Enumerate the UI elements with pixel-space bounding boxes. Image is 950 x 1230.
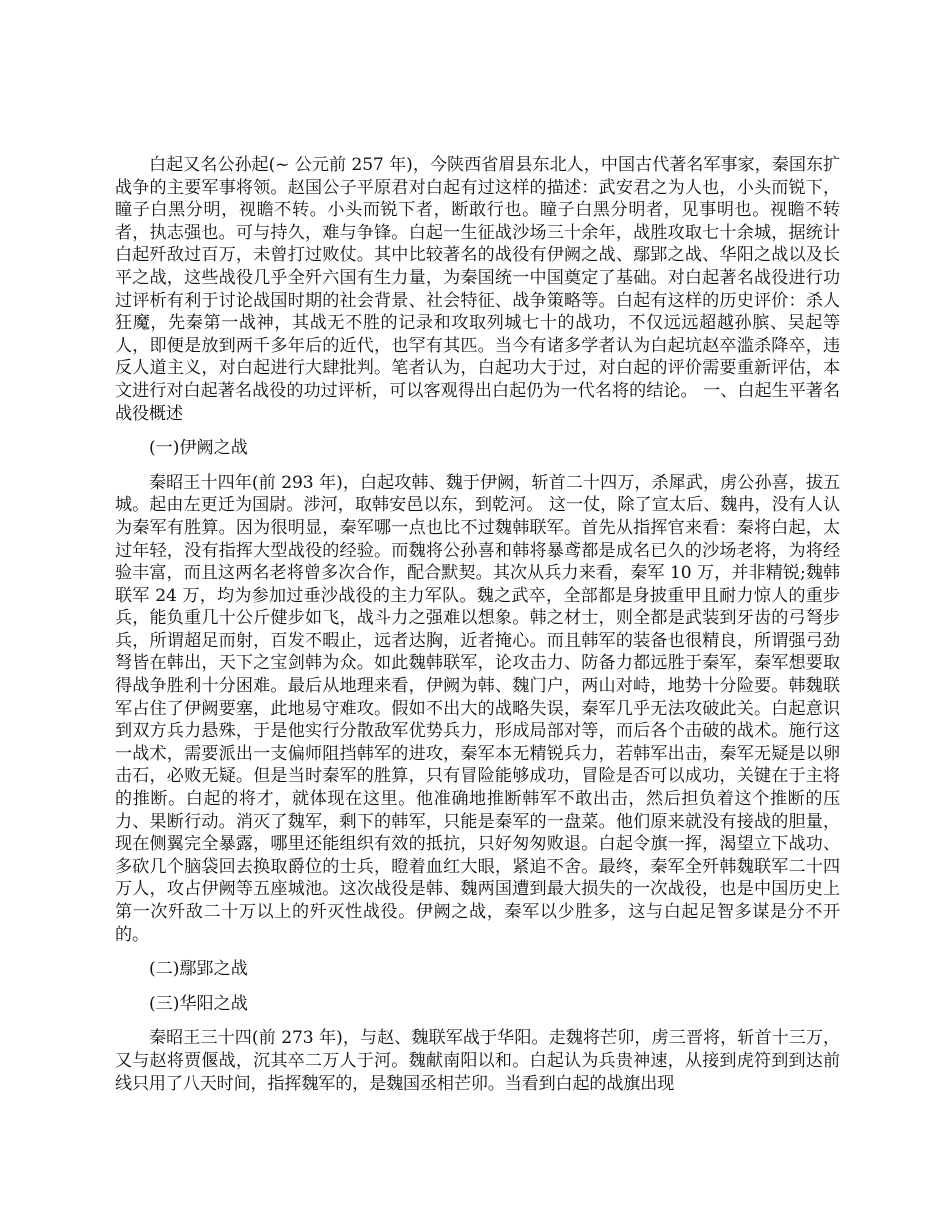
- spacer: [115, 460, 840, 472]
- document-page: [115, 154, 840, 1095]
- spacer: [115, 425, 840, 437]
- yique-paragraph: 秦昭王十四年(前 293 年)，白起攻韩、魏于伊阙，斩首二十四万，杀犀武，虏公孙喜，拔五城。起由左更迁为国尉。涉河，取韩安邑以东，到乾河。 这一仗，除了宣太后、魏冉，没有人认为秦军有胜算。因为很明显，秦军哪一点也比不过魏韩联军。首先从指挥官来看：秦将白起，太过年轻，没有指挥大型战役的经验。而魏将公孙喜和韩将暴鸢都是成名已久的沙场老将，为将经验丰富，而且这两名老将曾多次合作，配合默契。其次从兵力来看，秦军 10 万，并非精锐;魏韩联军 24 万，均为参加过垂沙战役的主力军队。魏之武卒，全部都是身披重甲且耐力惊人的重步兵，能负重几十公斤健步如飞，战斗力之强难以想象。韩之材士，则全都是武装到牙齿的弓弩步兵，所谓超足而射，百发不暇止，远者达胸，近者掩心。而且韩军的装备也很精良，所谓强弓劲弩皆在韩出，天下之宝剑韩为众。如此魏韩联军，论攻击力、防备力都远胜于秦军，秦军想要取得战争胜利十分困难。最后从地理来看，伊阙为韩、魏门户，两山对峙，地势十分险要。韩魏联军占住了伊阙要塞，此地易守难攻。假如不出大的战略失误，秦军几乎无法攻破此关。白起意识到双方兵力悬殊，于是他实行分散敌军优势兵力，形成局部对等，而后各个击破的战术。施行这一战术，需要派出一支偏师阻挡韩军的进攻，秦军本无精锐兵力，若韩军出击，秦军无疑是以卵击石，必败无疑。但是当时秦军的胜算，只有冒险能够成功，冒险是否可以成功，关键在于主将的推断。白起的将才，就体现在这里。他准确地推断韩军不敢出击，然后担负着这个推断的压力、果断行动。消灭了魏军，剩下的韩军，只能是秦军的一盘菜。他们原来就没有接战的胆量，现在侧翼完全暴露，哪里还能组织有效的抵抗，只好匆匆败退。白起令旗一挥，渴望立下战功、多砍几个脑袋回去换取爵位的士兵，瞪着血红大眼，紧追不舍。最终，秦军全歼韩魏联军二十四万人，攻占伊阙等五座城池。这次战役是韩、魏两国遭到最大损失的一次战役，也是中国历史上第一次歼敌二十万以上的歼灭性战役。伊阙之战，秦军以少胜多，这与白起足智多谋是分不开的。: [115, 472, 840, 945]
- section-heading-yanying: (二)鄢郢之战: [149, 959, 248, 980]
- huayang-paragraph: 秦昭王三十四(前 273 年)，与赵、魏联军战于华阳。走魏将芒卯，虏三晋将，斩首十三万，又与赵将贾偃战，沉其卒二万人于河。魏献南阳以和。白起认为兵贵神速，从接到虎符到到达前线只用了八天时间，指挥魏军的，是魏国丞相芒卯。当看到白起的战旗出现: [115, 1028, 840, 1094]
- section-heading-huayang: (三)华阳之战: [149, 993, 248, 1014]
- intro-paragraph: 白起又名公孙起(~ 公元前 257 年)，今陕西省眉县东北人，中国古代著名军事家，秦国东扩战争的主要军事将领。赵国公子平原君对白起有过这样的描述：武安君之为人也，小头而锐下，瞳子白黑分明，视瞻不转。小头而锐下者，断敢行也。瞳子白黑分明者，见事明也。视瞻不转者，执志强也。可与持久，难与争锋。白起一生征战沙场三十余年，战胜攻取七十余城，据统计白起歼敌过百万，未曾打过败仗。其中比较著名的战役有伊阙之战、鄢郢之战、华阳之战以及长平之战，这些战役几乎全歼六国有生力量，为秦国统一中国奠定了基础。对白起著名战役进行功过评析有利于讨论战国时期的社会背景、社会特征、战争策略等。白起有这样的历史评价：杀人狂魔，先秦第一战神，其战无不胜的记录和攻取列城七十的战功，不仅远远超越孙膑、吴起等人，即便是放到两千多年后的近代，也罕有其匹。当今有诸多学者认为白起坑赵卒滥杀降卒，违反人道主义，对白起进行大肆批判。笔者认为，白起功大于过，对白起的评价需要重新评估，本文进行对白起著名战役的功过评析，可以客观得出白起仍为一代名将的结论。 一、白起生平著名战役概述: [115, 155, 840, 424]
- section-heading-yique: (一)伊阙之战: [149, 438, 248, 459]
- spacer: [115, 1015, 840, 1027]
- spacer: [115, 946, 840, 958]
- spacer: [115, 981, 840, 993]
